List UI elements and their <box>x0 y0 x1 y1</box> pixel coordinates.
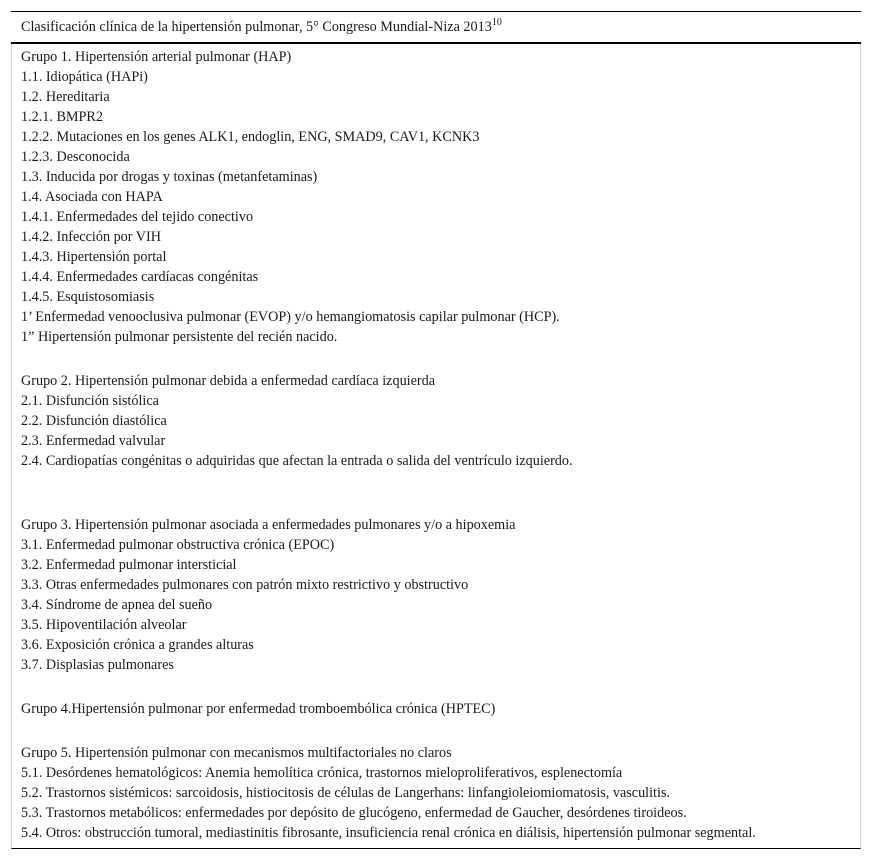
list-item: 2.1. Disfunción sistólica <box>21 393 159 409</box>
reference-superscript: 10 <box>491 17 502 28</box>
table-title: Clasificación clínica de la hipertensión pulmonar, 5° Congreso Mundial-Niza 2013 <box>21 19 492 35</box>
list-item: 1.1. Idiopática (HAPi) <box>21 69 148 85</box>
group-spacer <box>21 675 860 699</box>
group-spacer <box>21 719 860 743</box>
classification-table <box>11 11 861 849</box>
list-item: 5.3. Trastornos metabólicos: enfermedades por depósito de glucógeno, enfermedad de Gaucher, desórdenes tiroideos. <box>21 805 687 821</box>
list-item: 1.4.5. Esquistosomiasis <box>21 289 155 305</box>
list-item: 1.4.4. Enfermedades cardíacas congénitas <box>21 269 259 285</box>
list-item: 1.3. Inducida por drogas y toxinas (metanfetaminas) <box>21 169 318 185</box>
list-item: 1.4. Asociada con HAPA <box>21 189 163 205</box>
list-item: 2.2. Disfunción diastólica <box>21 413 167 429</box>
list-item: 5.1. Desórdenes hematológicos: Anemia hemolítica crónica, trastornos mieloproliferativos, esplenectomía <box>21 765 623 781</box>
list-item: 2.3. Enfermedad valvular <box>21 433 166 449</box>
group-1-title: Grupo 1. Hipertensión arterial pulmonar (HAP) <box>21 49 292 65</box>
group-spacer <box>21 471 860 515</box>
group-3-title: Grupo 3. Hipertensión pulmonar asociada a enfermedades pulmonares y/o a hipoxemia <box>21 517 516 533</box>
list-item: 1.4.1. Enfermedades del tejido conectivo <box>21 209 254 225</box>
list-item: 1.2.3. Desconocida <box>21 149 130 165</box>
group-5-title: Grupo 5. Hipertensión pulmonar con mecanismos multifactoriales no claros <box>21 745 452 761</box>
list-item: 3.3. Otras enfermedades pulmonares con patrón mixto restrictivo y obstructivo <box>21 577 469 593</box>
list-item: 1” Hipertensión pulmonar persistente del recién nacido. <box>21 329 338 345</box>
list-item: 5.4. Otros: obstrucción tumoral, mediastinitis fibrosante, insuficiencia renal crónica en diálisis, hipertensión pulmonar segmental. <box>21 825 756 841</box>
list-item: 3.1. Enfermedad pulmonar obstructiva crónica (EPOC) <box>21 537 335 553</box>
list-item: 1.4.2. Infección por VIH <box>21 229 161 245</box>
list-item: 1.2. Hereditaria <box>21 89 110 105</box>
list-item: 3.7. Displasias pulmonares <box>21 657 174 673</box>
list-item: 3.4. Síndrome de apnea del sueño <box>21 597 213 613</box>
table-body <box>11 44 861 849</box>
list-item: 2.4. Cardiopatías congénitas o adquiridas que afectan la entrada o salida del ventrículo izquierdo. <box>21 453 573 469</box>
group-2-title: Grupo 2. Hipertensión pulmonar debida a enfermedad cardíaca izquierda <box>21 373 436 389</box>
list-item: 1.4.3. Hipertensión portal <box>21 249 167 265</box>
table-header <box>11 12 861 42</box>
list-item: 3.6. Exposición crónica a grandes alturas <box>21 637 254 653</box>
group-4-title: Grupo 4.Hipertensión pulmonar por enfermedad tromboembólica crónica (HPTEC) <box>21 701 496 717</box>
list-item: 1’ Enfermedad venooclusiva pulmonar (EVOP) y/o hemangiomatosis capilar pulmonar (HCP). <box>21 309 560 325</box>
list-item: 3.5. Hipoventilación alveolar <box>21 617 187 633</box>
list-item: 1.2.1. BMPR2 <box>21 109 103 125</box>
group-spacer <box>21 347 860 371</box>
list-item: 5.2. Trastornos sistémicos: sarcoidosis, histiocitosis de células de Langerhans: linfangioleiomiomatosis, vasculitis. <box>21 785 671 801</box>
list-item: 3.2. Enfermedad pulmonar intersticial <box>21 557 237 573</box>
list-item: 1.2.2. Mutaciones en los genes ALK1, endoglin, ENG, SMAD9, CAV1, KCNK3 <box>21 129 480 145</box>
